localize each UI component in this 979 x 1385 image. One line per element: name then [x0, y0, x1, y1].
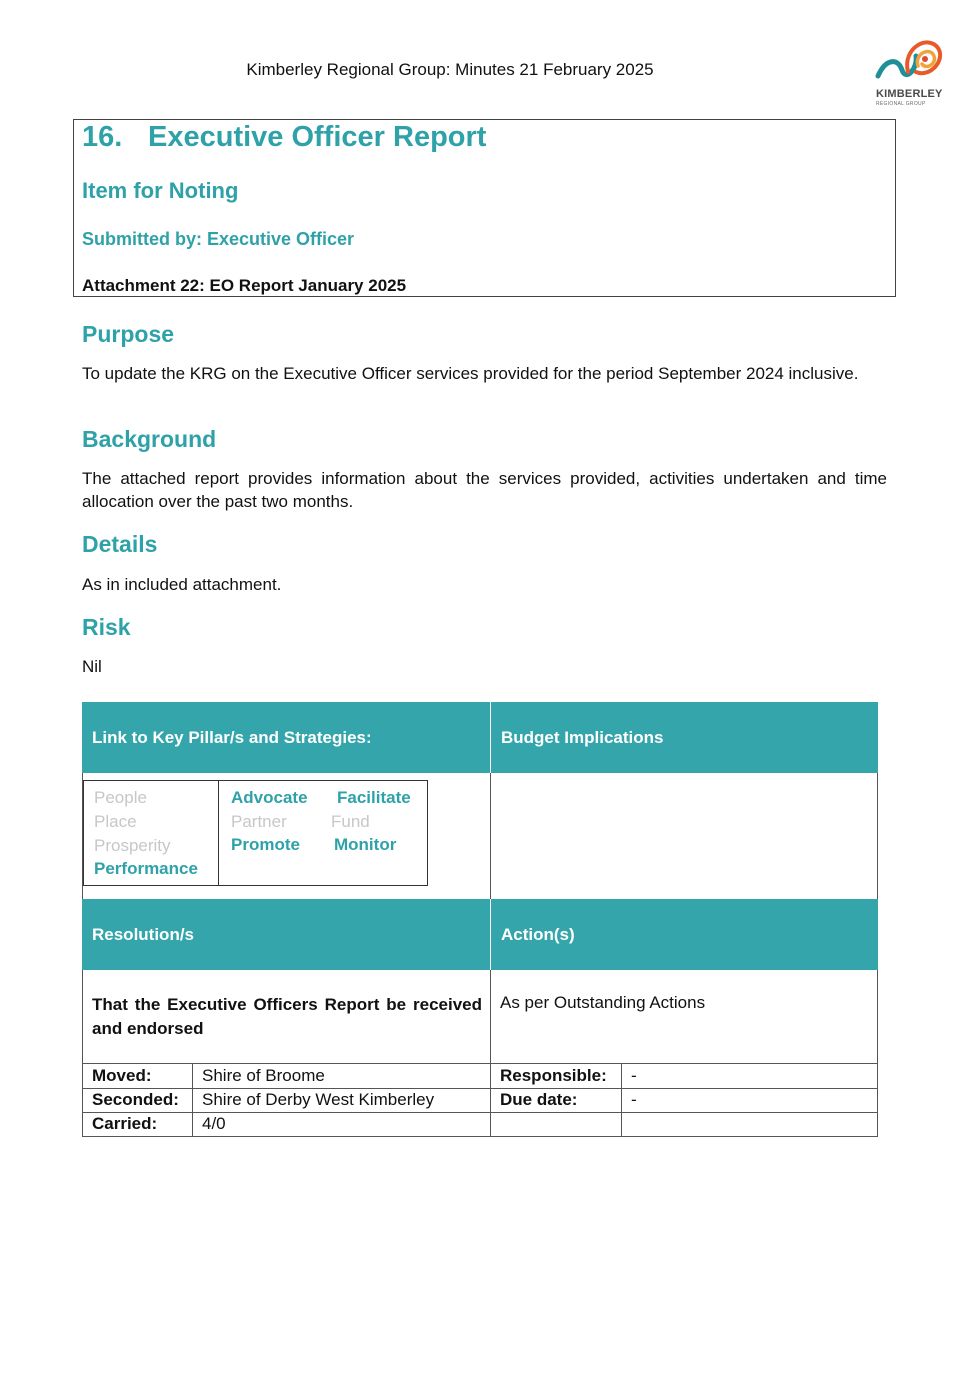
- purpose-heading: Purpose: [82, 321, 175, 347]
- pillar-people: People: [94, 788, 147, 807]
- due-date-label: Due date:: [500, 1090, 578, 1109]
- submitted-by: Submitted by: Executive Officer: [82, 229, 355, 249]
- item-type: Item for Noting: [82, 178, 239, 203]
- kimberley-logo: [868, 28, 948, 110]
- logo-swirl-icon: [868, 28, 948, 88]
- strategy-facilitate: Facilitate: [337, 788, 411, 807]
- responsible-value: -: [631, 1066, 637, 1085]
- due-date-value: -: [631, 1090, 637, 1109]
- item-title: Executive Officer Report: [148, 121, 487, 153]
- details-text: As in included attachment.: [82, 575, 282, 594]
- responsible-label: Responsible:: [500, 1066, 607, 1085]
- logo-name: KIMBERLEY: [876, 88, 943, 100]
- seconded-value: Shire of Derby West Kimberley: [202, 1090, 435, 1109]
- column-divider: [490, 970, 491, 1113]
- item-heading: [82, 121, 486, 154]
- resolution-table: [82, 702, 878, 1137]
- action-text: As per Outstanding Actions: [500, 993, 706, 1012]
- carried-value: 4/0: [202, 1114, 226, 1133]
- row-divider: [82, 1088, 878, 1089]
- page-header: Kimberley Regional Group: Minutes 21 February 2025: [246, 60, 654, 79]
- moved-label: Moved:: [92, 1066, 152, 1085]
- pillar-prosperity: Prosperity: [94, 836, 171, 855]
- risk-heading: Risk: [82, 614, 131, 640]
- background-heading: Background: [82, 426, 217, 452]
- risk-text: Nil: [82, 657, 102, 676]
- pillar-performance: Performance: [94, 859, 198, 878]
- label-divider: [621, 1063, 622, 1137]
- resolution-text: That the Executive Officers Report be received and endorsed: [92, 995, 482, 1038]
- strategy-advocate: Advocate: [231, 788, 308, 807]
- budget-implications-header: Budget Implications: [491, 702, 878, 773]
- strategy-promote: Promote: [231, 835, 300, 854]
- link-pillars-header: Link to Key Pillar/s and Strategies:: [82, 702, 491, 773]
- item-number: 16.: [82, 121, 123, 153]
- row-divider: [82, 1063, 878, 1064]
- strategy-fund: Fund: [331, 812, 370, 831]
- strategy-monitor: Monitor: [334, 835, 397, 854]
- moved-value: Shire of Broome: [202, 1066, 325, 1085]
- carried-label: Carried:: [92, 1114, 158, 1133]
- seconded-label: Seconded:: [92, 1090, 179, 1109]
- actions-header: Action(s): [491, 899, 878, 970]
- row-divider: [82, 1112, 878, 1113]
- strategy-partner: Partner: [231, 812, 287, 831]
- pillar-place: Place: [94, 812, 137, 831]
- purpose-text: To update the KRG on the Executive Officer services provided for the period September 2024 inclusive.: [82, 364, 859, 383]
- logo-subtitle: REGIONAL GROUP: [876, 101, 926, 107]
- column-divider: [490, 1113, 491, 1137]
- label-divider: [192, 1063, 193, 1137]
- details-heading: Details: [82, 531, 158, 557]
- attachment-ref: Attachment 22: EO Report January 2025: [82, 276, 407, 295]
- background-text: The attached report provides information about the services provided, activities undertaken and time allocation over the past two months.: [82, 469, 887, 511]
- column-divider: [490, 773, 491, 899]
- resolution-header: Resolution/s: [82, 899, 491, 970]
